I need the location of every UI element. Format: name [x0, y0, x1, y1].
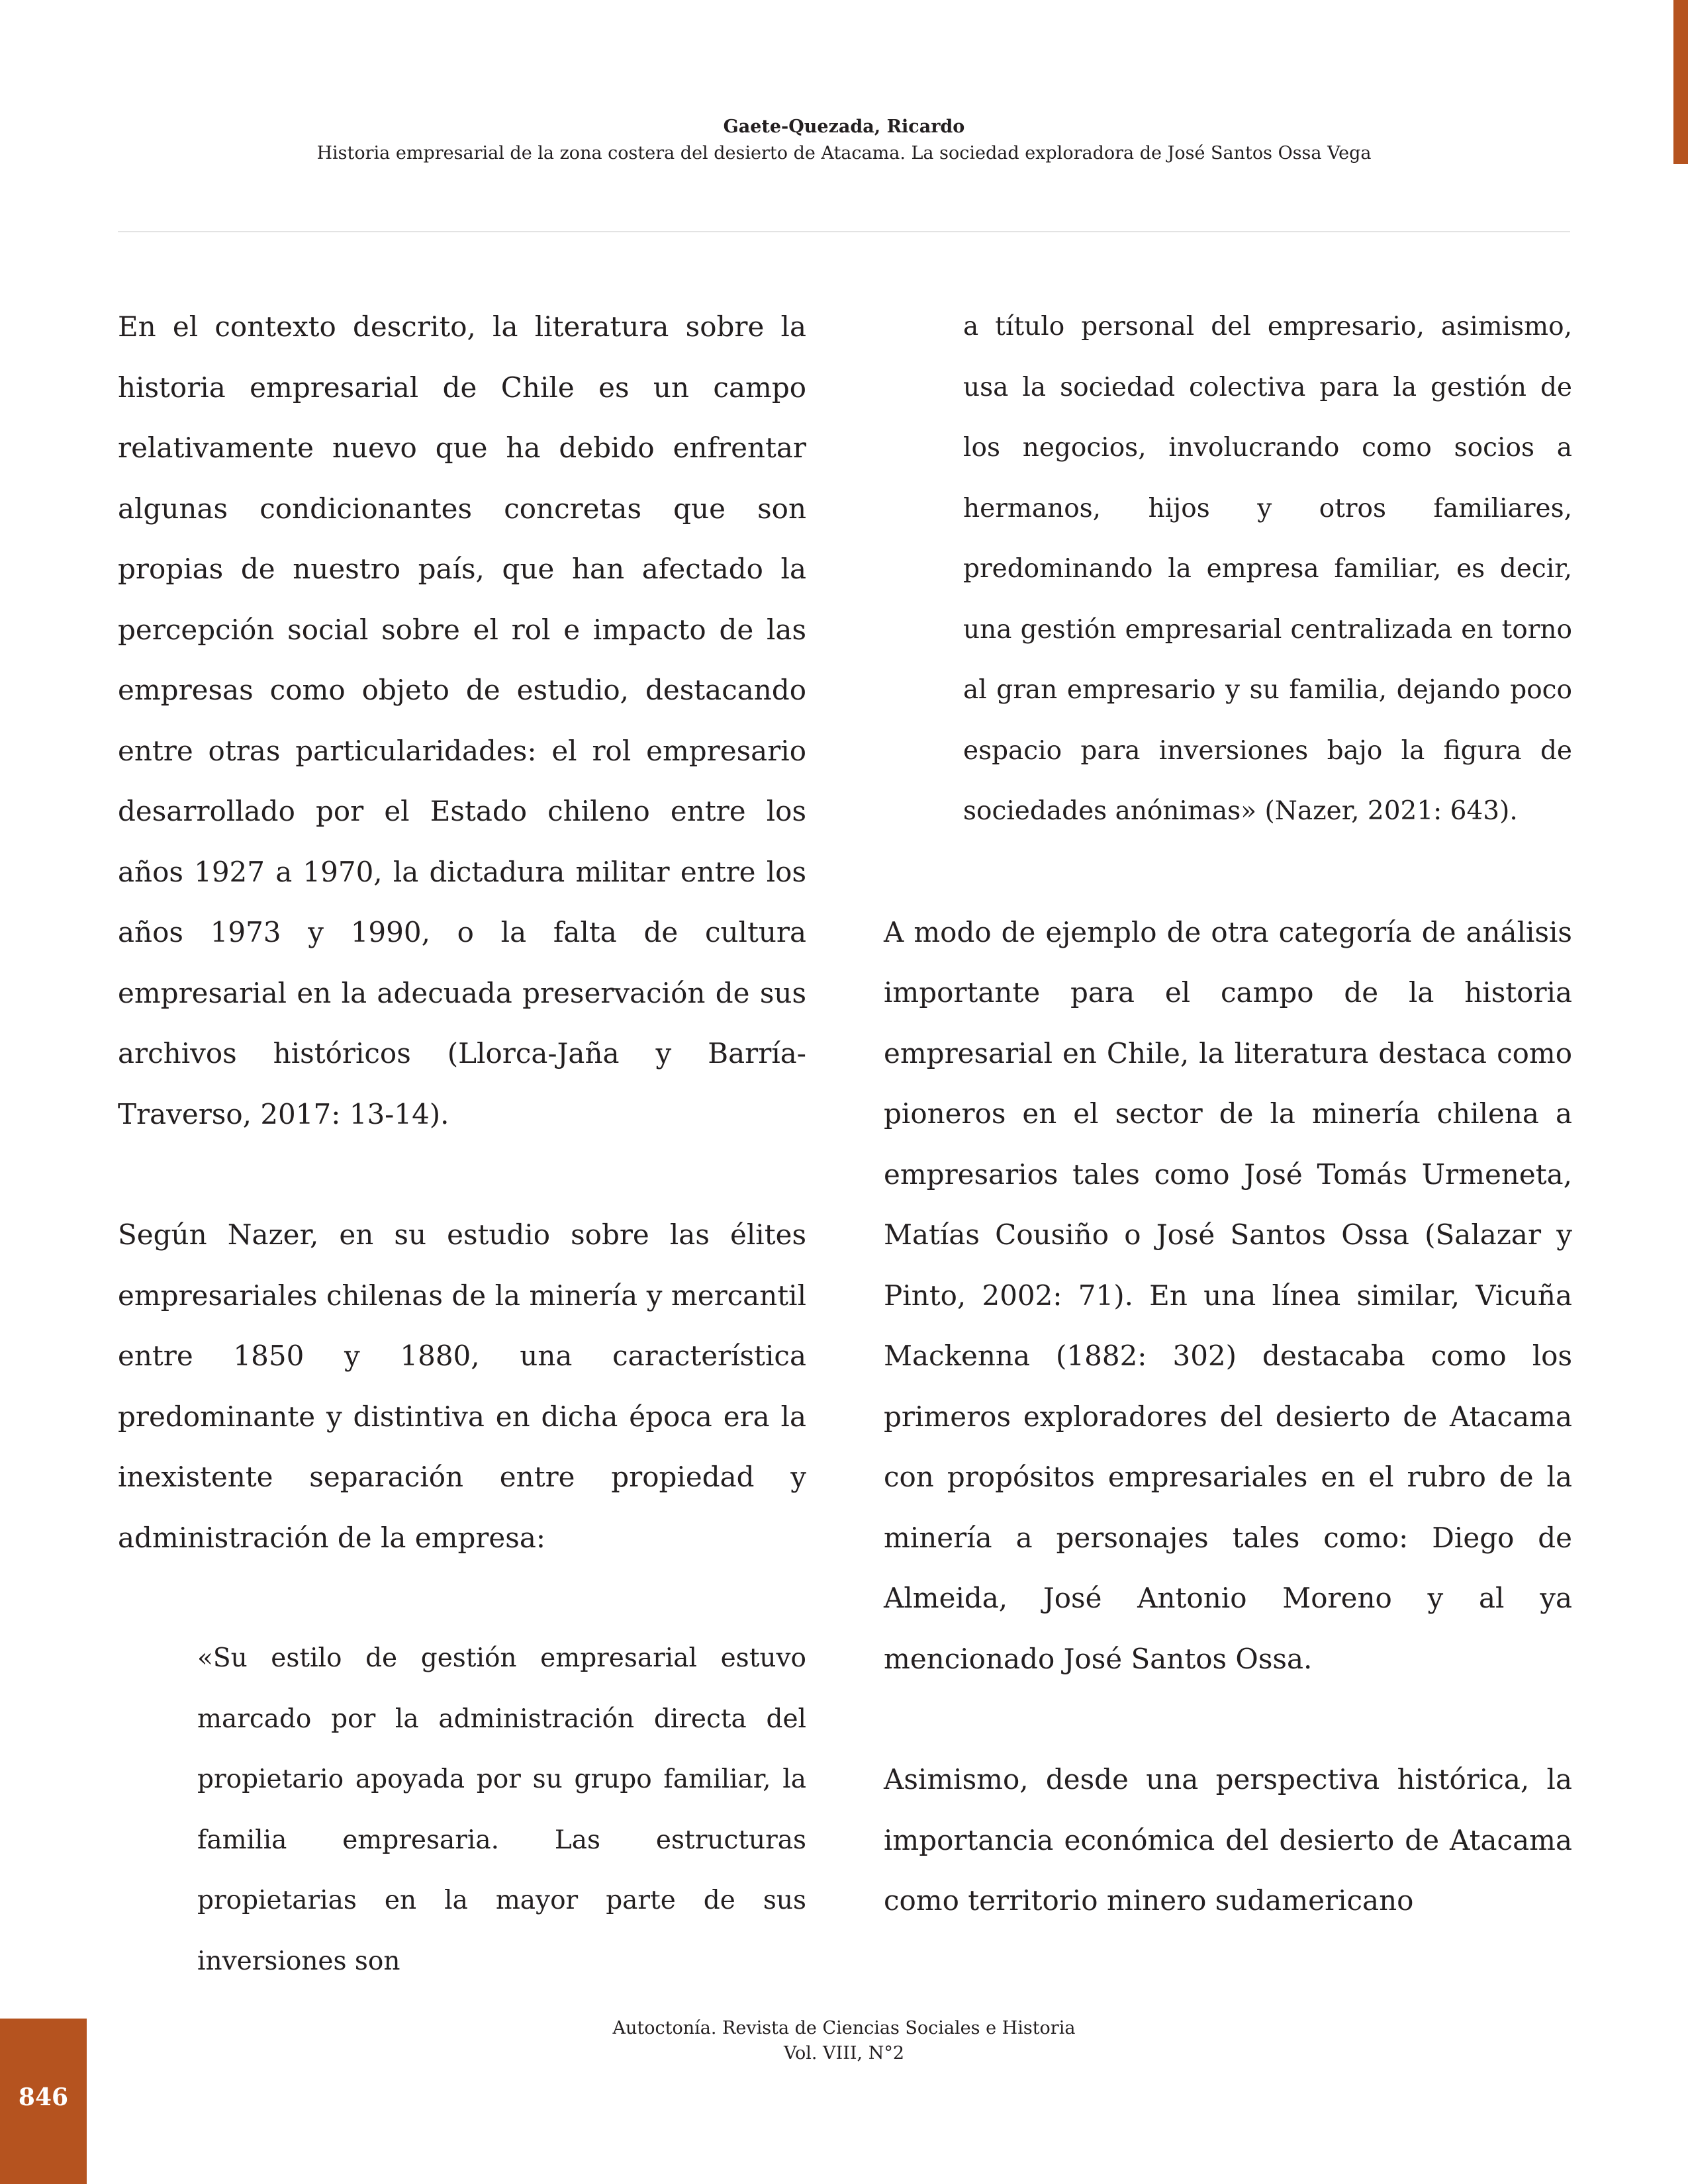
footer-volume: Vol. VIII, N°2 — [783, 2043, 905, 2064]
page-number: 846 — [18, 2083, 69, 2111]
footer-journal-name: Autoctonía. Revista de Ciencias Sociales e Historia — [612, 2018, 1076, 2038]
running-header — [118, 114, 1570, 167]
journal-footer — [397, 2016, 1291, 2066]
body-paragraph-4: Asimismo, desde una perspectiva histórica, la importancia económica del desierto de Atacama como territorio minero sudamericano — [884, 1763, 1572, 1917]
body-paragraph-3: A modo de ejemplo de otra categoría de análisis importante para el campo de la historia empresarial en Chile, la literatura destaca como pioneros en el sector de la minería chilena a empresarios tales como José Tomás Urmeneta, Matías Cousiño o José Santos Ossa (Salazar y Pinto, 2002: 71). En una línea similar, Vicuña Mackenna (1882: 302) destacaba como los primeros exploradores del desierto de Atacama con propósitos empresariales en el rubro de la minería a personajes tales como: Diego de Almeida, José Antonio Moreno y al ya mencionado José Santos Ossa. — [884, 915, 1572, 1675]
corner-accent-bar — [1673, 0, 1688, 164]
right-column — [884, 296, 1572, 1991]
left-column — [118, 296, 806, 2052]
body-paragraph-2: Según Nazer, en su estudio sobre las élites empresariales chilenas de la minería y mercantil entre 1850 y 1880, una característica predominante y distintiva en dicha época era la inexistente separación entre propiedad y administración de la empresa: — [118, 1218, 806, 1554]
header-article-title: Historia empresarial de la zona costera del desierto de Atacama. La sociedad exploradora de José Santos Ossa Vega — [316, 143, 1372, 163]
body-paragraph-1: En el contexto descrito, la literatura sobre la historia empresarial de Chile es un campo relativamente nuevo que ha debido enfrentar algunas condicionantes concretas que son propias de nuestro país, que han afectado la percepción social sobre el rol e impacto de las empresas como objeto de estudio, destacando entre otras particularidades: el rol empresario desarrollado por el Estado chileno entre los años 1927 a 1970, la dictadura militar entre los años 1973 y 1990, o la falta de cultura empresarial en la adecuada preservación de sus archivos históricos (Llorca-Jaña y Barría-Traverso, 2017: 13-14). — [118, 310, 806, 1130]
header-divider — [118, 231, 1570, 232]
block-quote-start: «Su estilo de gestión empresarial estuvo marcado por la administración directa del propietario apoyada por su grupo familiar, la familia empresaria. Las estructuras propietarias en la mayor parte de sus inversiones son — [197, 1643, 806, 1976]
block-quote-end: a título personal del empresario, asimismo, usa la sociedad colectiva para la gestión de los negocios, involucrando como socios a hermanos, hijos y otros familiares, predominando la empresa familiar, es decir, una gestión empresarial centralizada en torno al gran empresario y su familia, dejando poco espacio para inversiones bajo la figura de sociedades anónimas» (Nazer, 2021: 643). — [963, 312, 1572, 826]
header-author: Gaete-Quezada, Ricardo — [723, 116, 965, 137]
